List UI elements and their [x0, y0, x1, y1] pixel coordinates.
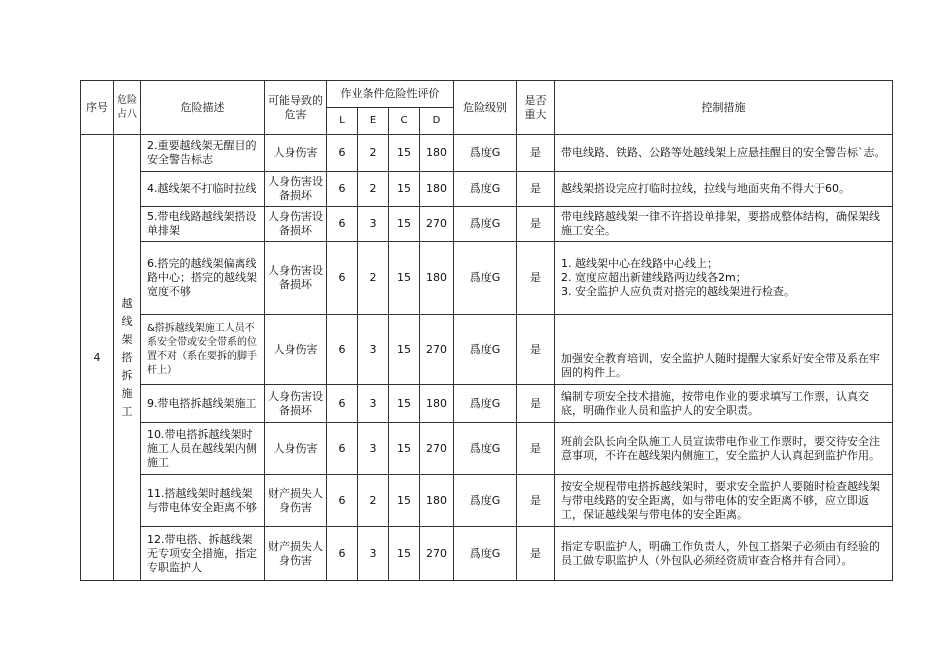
row-E: 2	[358, 242, 389, 315]
header-C: C	[389, 108, 420, 135]
row-major: 是	[517, 242, 555, 315]
row-level: 爲度G	[454, 527, 517, 581]
group-seq: 4	[81, 135, 114, 581]
table-row	[81, 135, 893, 172]
header-seq: 序号	[81, 81, 114, 135]
header-major: 是否重大	[517, 81, 555, 135]
row-control: 指定专职监护人，明确工作负责人，外包工搭架子必须由有经验的员工做专职监护人（外包队必须经资质审查合格并有合同）。	[555, 527, 893, 581]
row-major: 是	[517, 315, 555, 385]
row-level: 爲度G	[454, 207, 517, 242]
row-major: 是	[517, 385, 555, 423]
row-C: 15	[389, 475, 420, 527]
row-D: 180	[420, 475, 454, 527]
row-level: 爲度G	[454, 385, 517, 423]
header-level: 危险级别	[454, 81, 517, 135]
row-major: 是	[517, 475, 555, 527]
row-C: 15	[389, 527, 420, 581]
row-level: 爲度G	[454, 172, 517, 207]
row-E: 2	[358, 475, 389, 527]
row-L: 6	[327, 207, 358, 242]
row-desc: 4.越线架不打临时拉线	[141, 172, 265, 207]
row-desc: 11.搭越线架时越线架与带电体安全距离不够	[141, 475, 265, 527]
row-C: 15	[389, 207, 420, 242]
row-level: 爲度G	[454, 315, 517, 385]
row-desc: 5.带电线路越线架搭设单排架	[141, 207, 265, 242]
row-L: 6	[327, 242, 358, 315]
row-E: 2	[358, 172, 389, 207]
header-hazard-source: 危险占八	[114, 81, 141, 135]
row-control: 越线架搭设完应打临时拉线，拉线与地面夹角不得大于60。	[555, 172, 893, 207]
header-hazard-desc: 危险描述	[141, 81, 265, 135]
row-harm: 人身伤害	[265, 423, 327, 475]
row-desc: 9.带电搭拆越线架施工	[141, 385, 265, 423]
row-harm: 财产损失人身伤害	[265, 475, 327, 527]
row-control: 按安全规程带电搭拆越线架时，要求安全监护人要随时检查越线架与带电线路的安全距离，如与带电体的安全距离不够，应立即返工，保证越线架与带电体的安全距离。	[555, 475, 893, 527]
row-level: 爲度G	[454, 242, 517, 315]
row-harm: 人身伤害设备损坏	[265, 242, 327, 315]
header-control: 控制措施	[555, 81, 893, 135]
row-L: 6	[327, 135, 358, 172]
row-C: 15	[389, 423, 420, 475]
control-line: 2. 宽度应超出新建线路两边线各2m；	[561, 271, 747, 284]
row-control: 带电线路越线架一律不许搭设单排架，要搭成整体结构，确保架线施工安全。	[555, 207, 893, 242]
row-E: 3	[358, 423, 389, 475]
group-source	[114, 135, 141, 581]
row-control: 加强安全教育培训，安全监护人随时提醒大家系好安全带及系在牢固的构件上。	[555, 315, 893, 385]
row-harm: 财产损失人身伤害	[265, 527, 327, 581]
hazard-table	[80, 80, 893, 581]
row-harm: 人身伤害设备损坏	[265, 207, 327, 242]
row-L: 6	[327, 475, 358, 527]
table-row	[81, 207, 893, 242]
row-control: 班前会队长向全队施工人员宣读带电作业工作票时，要交待安全注意事项，不许在越线架内侧施工，安全监护人认真起到监护作用。	[555, 423, 893, 475]
row-desc: 10.带电搭拆越线架时施工人员在越线架内侧施工	[141, 423, 265, 475]
header-D: D	[420, 108, 454, 135]
row-D: 180	[420, 385, 454, 423]
row-harm: 人身伤害	[265, 135, 327, 172]
row-major: 是	[517, 527, 555, 581]
row-D: 270	[420, 207, 454, 242]
row-D: 180	[420, 172, 454, 207]
table-row	[81, 315, 893, 385]
row-C: 15	[389, 135, 420, 172]
row-C: 15	[389, 172, 420, 207]
row-desc: 2.重要越线架无醒目的安全警告标志	[141, 135, 265, 172]
row-harm: 人身伤害	[265, 315, 327, 385]
group-source-text: 越线架搭拆施工	[121, 296, 133, 418]
row-harm: 人身伤害设备损坏	[265, 172, 327, 207]
row-D: 270	[420, 527, 454, 581]
row-D: 180	[420, 242, 454, 315]
row-L: 6	[327, 423, 358, 475]
control-line: 3. 安全监护人应负责对搭完的越线架进行检查。	[561, 285, 795, 298]
header-L: L	[327, 108, 358, 135]
row-C: 15	[389, 315, 420, 385]
table-row	[81, 423, 893, 475]
header-E: E	[358, 108, 389, 135]
row-L: 6	[327, 315, 358, 385]
row-control	[555, 242, 893, 315]
row-E: 3	[358, 315, 389, 385]
row-level: 爲度G	[454, 423, 517, 475]
row-level: 爲度G	[454, 475, 517, 527]
row-level: 爲度G	[454, 135, 517, 172]
table-row	[81, 242, 893, 315]
row-D: 270	[420, 423, 454, 475]
row-major: 是	[517, 207, 555, 242]
row-L: 6	[327, 172, 358, 207]
row-L: 6	[327, 385, 358, 423]
table-row	[81, 385, 893, 423]
row-E: 3	[358, 207, 389, 242]
row-C: 15	[389, 242, 420, 315]
row-major: 是	[517, 135, 555, 172]
header-possible-harm: 可能导致的危害	[265, 81, 327, 135]
table-row	[81, 172, 893, 207]
row-D: 270	[420, 315, 454, 385]
row-control: 带电线路、铁路、公路等处越线架上应悬挂醒目的安全警告标`志。	[555, 135, 893, 172]
header-lec-eval: 作业条件危险性评价	[327, 81, 454, 108]
row-major: 是	[517, 423, 555, 475]
row-harm: 人身伤害设备损坏	[265, 385, 327, 423]
control-line: 1. 越线架中心在线路中心线上；	[561, 257, 718, 270]
table-row	[81, 527, 893, 581]
row-E: 3	[358, 527, 389, 581]
row-L: 6	[327, 527, 358, 581]
row-major: 是	[517, 172, 555, 207]
row-desc: 6.搭完的越线架偏离线路中心；搭完的越线架宽度不够	[141, 242, 265, 315]
row-E: 3	[358, 385, 389, 423]
table-row	[81, 475, 893, 527]
row-E: 2	[358, 135, 389, 172]
row-control: 编制专项安全技术措施，按带电作业的要求填写工作票，认真交底，明确作业人员和监护人的安全职责。	[555, 385, 893, 423]
row-C: 15	[389, 385, 420, 423]
row-desc: &搭拆越线架施工人员不系安全带或安全带系的位置不对（系在要拆的脚手杆上）	[141, 315, 265, 385]
row-desc: 12.带电搭、拆越线架无专项安全措施，指定专职监护人	[141, 527, 265, 581]
row-D: 180	[420, 135, 454, 172]
